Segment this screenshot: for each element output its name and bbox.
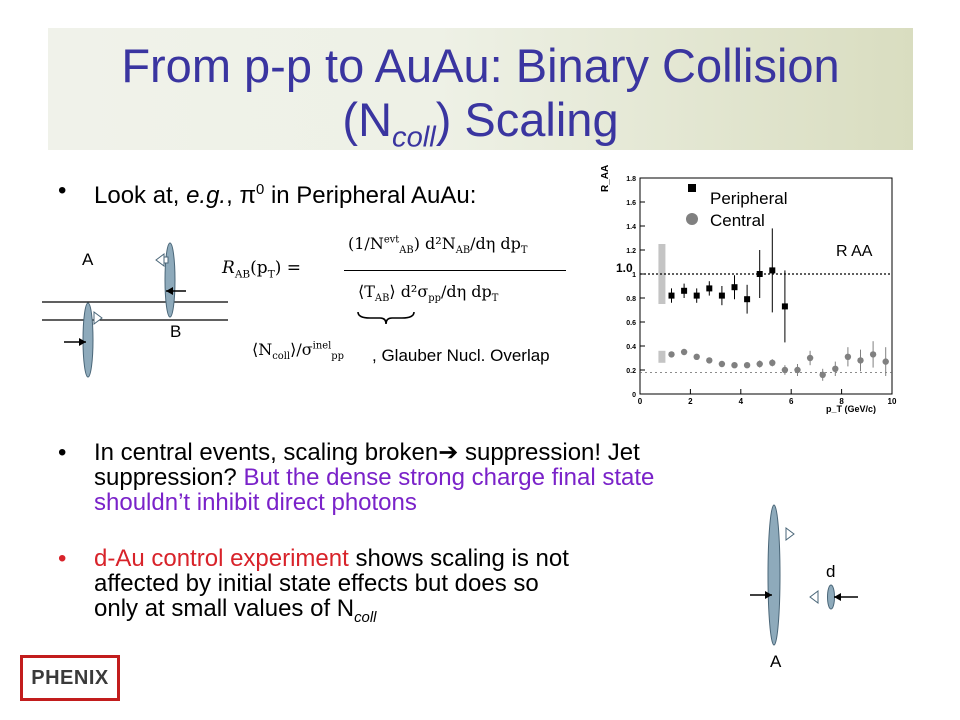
bullet1-post: in Peripheral AuAu:	[264, 182, 477, 209]
bullet2-purple2: shouldn’t inhibit direct photons	[94, 489, 417, 516]
nucleus-au	[768, 505, 780, 645]
bullet-dot: •	[58, 177, 67, 204]
x-tick-label: 0	[637, 397, 643, 406]
y-tick-label: 1.8	[626, 176, 636, 183]
data-point-central	[782, 367, 788, 373]
num-sup: evt	[383, 234, 400, 246]
systematic-bands	[658, 244, 665, 363]
bullet3-sub: coll	[354, 609, 377, 626]
legend-marker-central	[686, 213, 698, 225]
data-point-central	[832, 366, 838, 372]
underbrace-path	[358, 312, 414, 324]
ncoll-mid: ⟩/σ	[290, 340, 313, 359]
data-point-central	[845, 354, 851, 360]
formula-lhs-close: ) =	[274, 258, 301, 278]
x-tick-label: 2	[688, 397, 693, 406]
phenix-logo-text: PHENIX	[31, 667, 109, 689]
y-tick-label: 0.2	[626, 368, 636, 375]
formula-numerator	[348, 234, 528, 256]
data-point-peripheral	[681, 288, 687, 294]
bullet3-text1: shows scaling is not	[348, 545, 569, 572]
x-tick-label: 8	[839, 397, 844, 406]
y-tick-label: 1.2	[626, 248, 636, 255]
den-a: ⟨T	[358, 282, 375, 301]
bullet3-line3	[94, 594, 754, 633]
raa-chart	[600, 162, 900, 417]
data-point-peripheral	[719, 293, 725, 299]
bullet2-text3: suppression?	[94, 464, 244, 491]
x-tick-label: 6	[788, 397, 794, 406]
label-nucleus-b: B	[170, 322, 182, 341]
raa-overlay-label: R AA	[836, 243, 873, 260]
formula-lhs-arg-sub: T	[267, 268, 275, 281]
data-point-central	[731, 362, 737, 368]
data-point-central	[794, 367, 800, 373]
bullet-dot: •	[58, 545, 67, 572]
den-mid: ⟩ d²σ	[389, 282, 429, 301]
num-tail-sub: T	[520, 245, 528, 257]
ncoll-sub2: pp	[331, 351, 344, 363]
y-tick-label: 0	[632, 392, 636, 399]
right-arrow-icon: ➔	[438, 439, 459, 466]
bullet-peripheral	[58, 176, 477, 210]
data-point-central	[807, 355, 813, 361]
title-open: (N	[342, 93, 393, 146]
num-rest-sub: AB	[455, 245, 471, 257]
bullet1-pre: Look at,	[94, 182, 187, 209]
collision-diagram-left	[36, 240, 236, 410]
chart-frame	[640, 178, 892, 394]
x-tick-label: 4	[738, 397, 744, 406]
data-point-peripheral	[694, 293, 700, 299]
legend-central: Central	[710, 211, 765, 230]
formula-lhs-sub: AB	[234, 268, 251, 281]
bullet3-text3: only at small values of N	[94, 595, 355, 622]
arrow-d-icon	[810, 591, 818, 603]
bullet2-text1: In central events, scaling broken	[94, 439, 439, 466]
arrow-left-icon	[156, 254, 164, 266]
title-close: ) Scaling	[435, 93, 619, 146]
bullet1-eg: e.g.	[186, 182, 227, 209]
underbrace	[356, 310, 416, 326]
chart-reference-label: 1.0	[616, 261, 633, 275]
data-point-central	[870, 351, 876, 357]
data-point-peripheral	[669, 293, 675, 299]
data-point-peripheral	[706, 285, 712, 291]
den-mid-sub: pp	[428, 293, 441, 305]
den-sub: AB	[374, 293, 390, 305]
ncoll-sup: inel	[312, 340, 332, 352]
syst-band-central	[658, 351, 665, 363]
bullet-dot: •	[58, 439, 67, 466]
data-point-peripheral	[744, 296, 750, 302]
slide-title-line1: From p-p to AuAu: Binary Collision	[121, 39, 840, 92]
data-point-central	[857, 357, 863, 363]
arrow-right-icon	[94, 312, 102, 324]
phenix-logo	[20, 655, 120, 701]
bullet1-pi: π	[239, 182, 256, 209]
data-point-central	[757, 361, 763, 367]
data-point-central	[706, 357, 712, 363]
y-tick-label: 1.6	[626, 200, 636, 207]
title-sub: coll	[392, 121, 436, 154]
y-tick-label: 0.8	[626, 296, 636, 303]
data-point-central	[744, 362, 750, 368]
ncoll-a: ⟨N	[252, 340, 273, 359]
data-point-central	[719, 361, 725, 367]
data-point-central	[668, 351, 674, 357]
nucleus-b	[165, 243, 175, 317]
formula-lhs-r: R	[222, 258, 235, 278]
collision-diagram-right	[744, 500, 874, 660]
data-point-central	[694, 354, 700, 360]
num-tail: /dη dp	[470, 234, 521, 253]
label-nucleus-a: A	[82, 250, 94, 269]
raa-formula	[218, 226, 578, 326]
bullet1-pi-sup: 0	[256, 182, 265, 198]
data-point-peripheral	[782, 303, 788, 309]
label-deuteron: d	[826, 562, 836, 581]
bullet-dau-control	[58, 544, 754, 633]
glauber-label: , Glauber Nucl. Overlap	[372, 346, 550, 365]
bullet3-red: d-Au control experiment	[94, 545, 349, 572]
data-point-peripheral	[769, 267, 775, 273]
fraction-bar	[344, 270, 566, 271]
data-point-peripheral	[732, 284, 738, 290]
data-point-central	[820, 372, 826, 378]
bullet1-mid: ,	[226, 182, 240, 209]
title-banner	[48, 28, 913, 154]
data-point-peripheral	[757, 271, 763, 277]
nucleus-d	[828, 585, 835, 609]
chart-y-label: R_AA	[600, 164, 611, 192]
y-tick-label: 0.4	[626, 344, 636, 351]
num-a: (1/N	[348, 234, 384, 253]
data-point-central	[681, 349, 687, 355]
nucleus-a	[83, 303, 93, 377]
arrow-left-shaft	[164, 257, 168, 263]
legend-peripheral: Peripheral	[710, 189, 788, 208]
bullet3-line2: affected by initial state effects but does so	[94, 570, 539, 597]
ncoll-expression	[252, 340, 344, 362]
formula-lhs-arg: (p	[250, 258, 268, 278]
chart-x-label: p_T (GeV/c)	[826, 404, 877, 414]
num-sub: AB	[399, 245, 414, 257]
y-tick-label: 1	[632, 272, 636, 279]
slide-title-line2	[48, 92, 913, 165]
arrow-au-icon	[786, 528, 794, 540]
bullet2-purple1: But the dense strong charge final state	[243, 464, 655, 491]
x-tick-label: 10	[887, 397, 897, 406]
den-tail: /dη dp	[440, 282, 492, 301]
y-tick-label: 0.6	[626, 320, 636, 327]
ncoll-sub: coll	[272, 351, 291, 363]
force-arrow-d	[834, 593, 841, 601]
data-point-central	[769, 360, 775, 366]
y-tick-label: 1.4	[626, 224, 636, 231]
data-point-central	[883, 358, 889, 364]
den-tail-sub: T	[491, 293, 499, 305]
bullet2-text2: suppression! Jet	[458, 439, 640, 466]
formula-denominator	[358, 282, 498, 304]
label-gold: A	[770, 652, 782, 671]
num-rest: ) d²N	[413, 234, 456, 253]
legend-marker-peripheral	[688, 184, 696, 192]
formula-lhs	[222, 258, 301, 280]
